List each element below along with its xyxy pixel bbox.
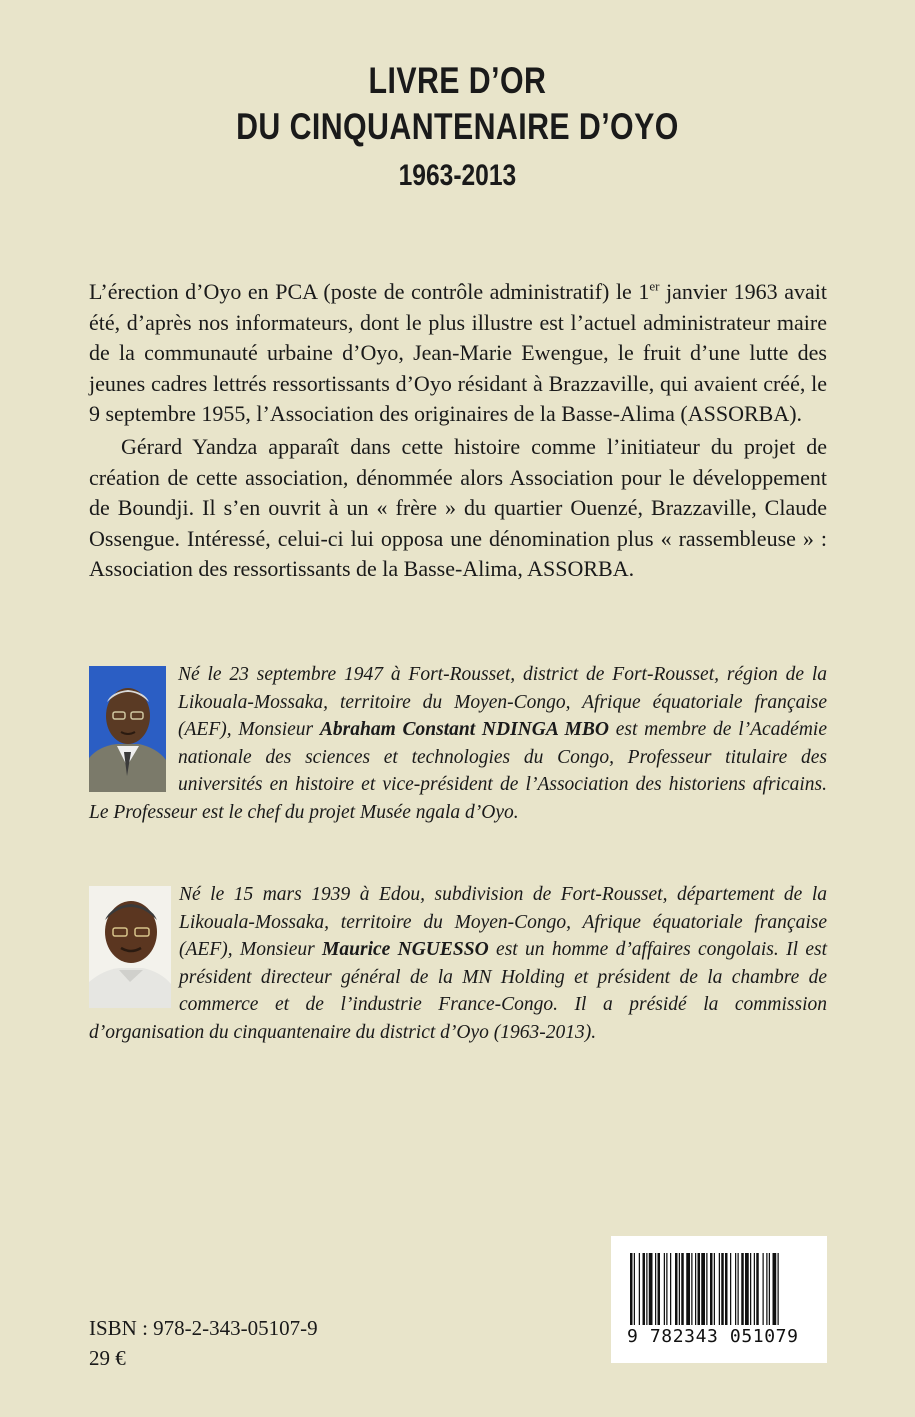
bio-1-text	[89, 661, 827, 826]
barcode	[611, 1236, 827, 1363]
title-years: 1963-2013	[398, 159, 517, 192]
isbn-price-block	[89, 1313, 318, 1373]
bio-2-before: Né le 15 mars 1939 à Edou, subdivision de Fort-Rousset, département de la Likouala-Mossaka, territoire du Moyen-Congo, Afrique équatoriale française (AEF), Monsieur	[179, 884, 827, 960]
intro-p1-end: janvier 1963 avait été, d’après nos informateurs, dont le plus illustre est l’actuel administrateur maire de la communauté urbaine d’Oyo, Jean-Marie Ewengue, le fruit d’une lutte des jeunes cadres lettrés ressortissants d’Oyo résidant à Brazzaville, qui avaient créé, le 9 septembre 1955, l’Association des originaires de la Basse-Alima (ASSORBA).	[89, 279, 827, 427]
isbn-number: ISBN : 978-2-343-05107-9	[89, 1316, 318, 1340]
bio-1-name: Abraham Constant NDINGA MBO	[319, 719, 609, 740]
bio-2-after: est un homme d’affaires congolais. Il est président directeur général de la MN Holding et président de la chambre de commerce et de l’industrie France-Congo. Il a présidé la commission d’organisation du cinquantenaire du district d’Oyo (1963-2013).	[89, 939, 828, 1043]
title-line-2: DU CINQUANTENAIRE D’OYO	[236, 106, 679, 147]
portrait-1-icon	[89, 666, 166, 792]
barcode-digits: 9 782343 051079	[627, 1326, 799, 1347]
bio-1-after: est membre de l’Académie nationale des sciences et technologies du Congo, Professeur titulaire des universités en histoire et vice-président de l’Association des historiens africains. Le Professeur est le chef du projet Musée ngala d’Oyo.	[89, 719, 827, 823]
author-bio-2	[89, 881, 827, 1046]
intro-text	[89, 277, 827, 585]
title-line-1: LIVRE D’OR	[368, 60, 547, 101]
price: 29 €	[89, 1346, 126, 1370]
author-photo-2	[89, 886, 171, 1008]
author-photo-1	[89, 666, 166, 792]
barcode-bars-icon	[630, 1253, 810, 1325]
book-title-block	[82, 58, 832, 198]
intro-paragraph-1	[89, 277, 827, 430]
bio-1-before: Né le 23 septembre 1947 à Fort-Rousset, district de Fort-Rousset, région de la Likouala-Mossaka, territoire du Moyen-Congo, Afrique équatoriale française (AEF), Monsieur	[178, 664, 827, 740]
bio-2-name: Maurice NGUESSO	[322, 939, 489, 960]
intro-paragraph-2: Gérard Yandza apparaît dans cette histoire comme l’initiateur du projet de création de cette association, dénommée alors Association pour le développement de Boundji. Il s’en ouvrit à un « frère » du quartier Ouenzé, Brazzaville, Claude Ossengue. Intéressé, celui-ci lui opposa une dénomination plus « rassembleuse » : Association des ressortissants de la Basse-Alima, ASSORBA.	[89, 433, 827, 582]
portrait-2-icon	[89, 886, 171, 1008]
bio-2-text	[89, 881, 827, 1046]
ordinal-superscript: er	[649, 278, 660, 294]
intro-p1-start: L’érection d’Oyo en PCA (poste de contrôle administratif) le 1	[89, 279, 650, 304]
author-bio-1	[89, 661, 827, 826]
